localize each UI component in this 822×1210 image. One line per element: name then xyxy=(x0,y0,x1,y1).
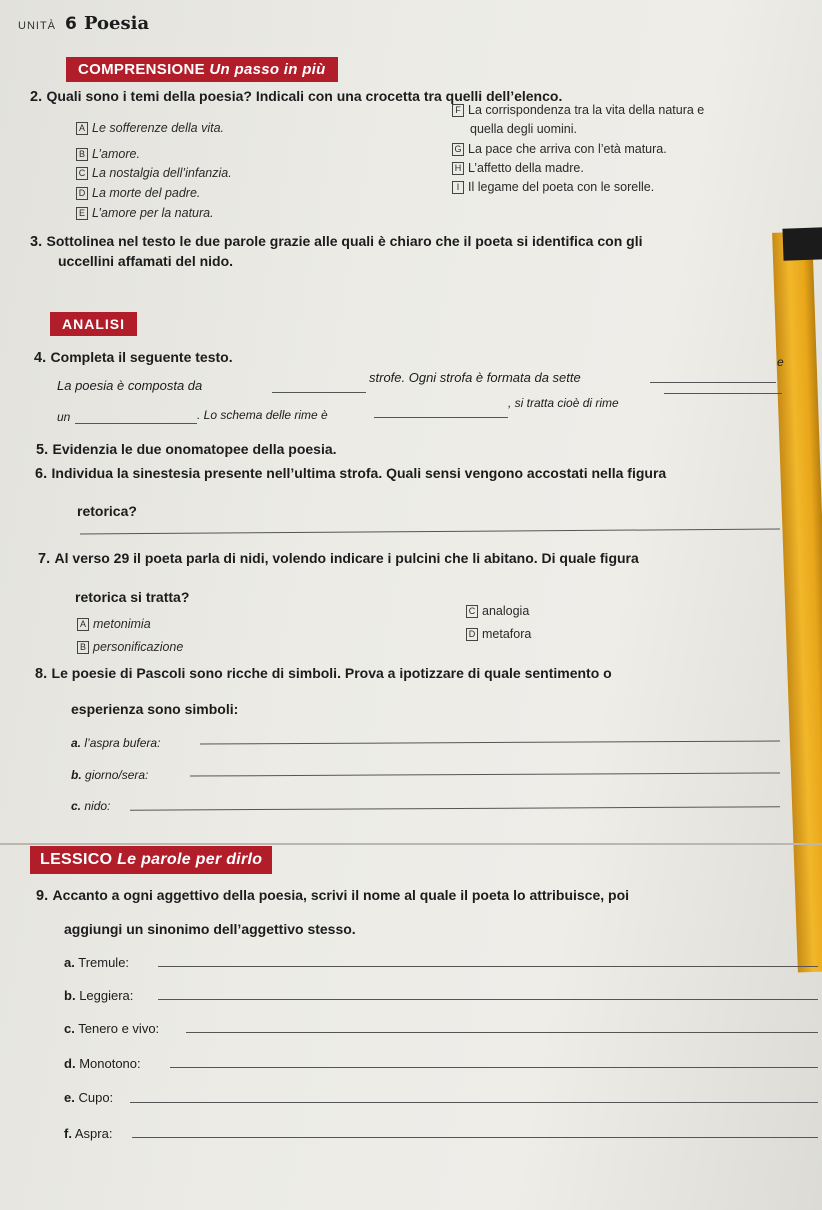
checkbox[interactable]: E xyxy=(76,207,88,220)
checkbox[interactable]: C xyxy=(76,167,88,180)
question-7-line2: retorica si tratta? xyxy=(75,589,190,605)
lessico-banner-main: LESSICO xyxy=(40,851,113,868)
checkbox[interactable]: C xyxy=(466,605,478,618)
option-b[interactable] xyxy=(76,147,140,161)
question-text: Evidenzia le due onomatopee della poesia. xyxy=(52,441,337,457)
option-label: La corrispondenza tra la vita della natura e xyxy=(468,103,705,117)
option-metonimia[interactable] xyxy=(77,617,151,631)
option-g[interactable] xyxy=(452,142,667,156)
question-number: 9. xyxy=(36,888,49,904)
comprensione-banner-sub: Un passo in più xyxy=(209,61,326,78)
answer-line[interactable] xyxy=(170,1067,818,1068)
question-text: Quali sono i temi della poesia? Indicali con una crocetta tra quelli dell’elenco. xyxy=(46,88,563,104)
q8-item-a xyxy=(71,736,160,750)
option-label: La pace che arriva con l’età matura. xyxy=(468,142,667,156)
option-i[interactable] xyxy=(452,180,654,194)
option-label: La nostalgia dell’infanzia. xyxy=(92,166,232,180)
checkbox[interactable]: G xyxy=(452,143,464,156)
q4-text-1: La poesia è composta da xyxy=(57,378,203,393)
option-label: Il legame del poeta con le sorelle. xyxy=(468,180,655,194)
section-divider xyxy=(0,843,822,845)
option-label: metonimia xyxy=(93,617,151,631)
item-label: d. xyxy=(64,1056,76,1071)
option-a[interactable] xyxy=(76,121,224,135)
question-number: 6. xyxy=(35,466,48,482)
option-label: personificazione xyxy=(93,640,184,654)
item-text: nido: xyxy=(84,799,111,813)
fill-blank[interactable] xyxy=(374,417,508,418)
question-number: 8. xyxy=(35,666,48,682)
checkbox[interactable]: D xyxy=(466,628,478,641)
option-label: L’affetto della madre. xyxy=(468,161,584,175)
answer-line[interactable] xyxy=(158,966,818,967)
q4-text-4: un xyxy=(57,410,71,424)
answer-line[interactable] xyxy=(132,1137,818,1138)
question-8 xyxy=(35,665,612,683)
q8-item-c xyxy=(71,799,110,813)
answer-line[interactable] xyxy=(158,999,818,1000)
fill-blank[interactable] xyxy=(650,382,776,383)
fill-blank[interactable] xyxy=(75,423,197,424)
option-d[interactable] xyxy=(76,186,200,200)
item-text: Leggiera: xyxy=(79,988,134,1003)
question-number: 2. xyxy=(30,89,43,105)
option-label: analogia xyxy=(482,604,530,618)
question-7 xyxy=(38,550,639,568)
option-f[interactable] xyxy=(452,103,704,117)
checkbox[interactable]: B xyxy=(76,148,88,161)
checkbox[interactable]: D xyxy=(76,187,88,200)
unit-title: Poesia xyxy=(84,13,150,34)
option-personificazione[interactable] xyxy=(77,640,183,654)
question-number: 4. xyxy=(34,350,47,366)
checkbox[interactable]: A xyxy=(77,618,89,631)
item-label: a. xyxy=(64,955,75,970)
item-label: e. xyxy=(64,1090,75,1105)
question-number: 3. xyxy=(30,234,43,250)
q4-text-5: . Lo schema delle rime è xyxy=(197,408,328,422)
option-metafora[interactable] xyxy=(466,627,531,641)
answer-line[interactable] xyxy=(186,1032,818,1033)
q9-item-e xyxy=(64,1090,113,1105)
q4-text-3: e xyxy=(777,355,784,369)
question-text: Individua la sinestesia presente nell’ultima strofa. Quali sensi vengono accostati nella figura xyxy=(51,465,667,481)
fill-blank[interactable] xyxy=(272,392,366,393)
item-text: Monotono: xyxy=(79,1056,141,1071)
checkbox[interactable]: I xyxy=(452,181,464,194)
question-9 xyxy=(36,887,629,905)
checkbox[interactable]: A xyxy=(76,122,88,135)
question-text: Le poesie di Pascoli sono ricche di simboli. Prova a ipotizzare di quale sentimento o xyxy=(51,665,612,681)
q9-item-c xyxy=(64,1021,159,1036)
q4-text-2: strofe. Ogni strofa è formata da sette xyxy=(369,370,581,385)
question-4 xyxy=(34,349,233,367)
option-analogia[interactable] xyxy=(466,604,529,618)
option-e[interactable] xyxy=(76,206,214,220)
question-8-line2: esperienza sono simboli: xyxy=(71,701,239,717)
answer-line[interactable] xyxy=(80,529,780,535)
q8-item-b xyxy=(71,768,148,782)
item-label: a. xyxy=(71,736,82,750)
item-text: Cupo: xyxy=(78,1090,114,1105)
comprensione-banner xyxy=(66,57,338,82)
question-number: 5. xyxy=(36,442,49,458)
q9-item-a xyxy=(64,955,129,970)
option-label: L’amore. xyxy=(92,147,140,161)
question-3-line2: uccellini affamati del nido. xyxy=(58,253,234,269)
item-text: giorno/sera: xyxy=(85,768,149,782)
question-6 xyxy=(35,465,666,483)
checkbox[interactable]: F xyxy=(452,104,464,117)
question-text: Al verso 29 il poeta parla di nidi, volendo indicare i pulcini che li abitano. Di quale figura xyxy=(54,550,639,566)
lessico-banner-sub: Le parole per dirlo xyxy=(117,851,263,868)
option-f-continuation: quella degli uomini. xyxy=(470,122,578,136)
option-c[interactable] xyxy=(76,166,232,180)
option-label: Le sofferenze della vita. xyxy=(92,121,225,135)
q4-text-6: , si tratta cioè di rime xyxy=(508,396,619,410)
checkbox[interactable]: B xyxy=(77,641,89,654)
q9-item-f xyxy=(64,1126,112,1141)
question-text: Completa il seguente testo. xyxy=(50,349,233,365)
question-number: 7. xyxy=(38,551,51,567)
item-text: l’aspra bufera: xyxy=(84,736,161,750)
option-label: metafora xyxy=(482,627,532,641)
question-text: Sottolinea nel testo le due parole grazie alle quali è chiaro che il poeta si identifica con gli xyxy=(46,233,643,249)
pencil-band xyxy=(782,227,822,260)
checkbox[interactable]: H xyxy=(452,162,464,175)
lessico-banner xyxy=(30,846,272,874)
fill-blank[interactable] xyxy=(664,393,782,394)
comprensione-banner-main: COMPRENSIONE xyxy=(78,61,205,78)
answer-line[interactable] xyxy=(190,772,780,776)
item-text: Tremule: xyxy=(78,955,130,970)
item-label: f. xyxy=(64,1126,72,1141)
item-label: b. xyxy=(71,768,82,782)
item-label: c. xyxy=(64,1021,75,1036)
item-text: Aspra: xyxy=(74,1126,113,1141)
unit-number: 6 xyxy=(65,14,77,34)
item-label: b. xyxy=(64,988,76,1003)
unit-kicker: UNITÀ xyxy=(18,20,56,32)
option-h[interactable] xyxy=(452,161,584,175)
pencil-image xyxy=(772,232,822,973)
answer-line[interactable] xyxy=(130,806,780,810)
analisi-banner: ANALISI xyxy=(50,312,137,336)
q9-item-b xyxy=(64,988,133,1003)
answer-line[interactable] xyxy=(200,740,780,744)
item-text: Tenero e vivo: xyxy=(78,1021,160,1036)
option-label: La morte del padre. xyxy=(92,186,201,200)
question-6-line2: retorica? xyxy=(77,503,137,519)
question-3 xyxy=(30,233,642,251)
question-5 xyxy=(36,441,337,459)
answer-line[interactable] xyxy=(130,1102,818,1103)
option-label: L’amore per la natura. xyxy=(92,206,214,220)
question-text: Accanto a ogni aggettivo della poesia, scrivi il nome al quale il poeta lo attribuisce, poi xyxy=(52,887,630,903)
item-label: c. xyxy=(71,799,82,813)
q9-item-d xyxy=(64,1056,141,1071)
question-9-line2: aggiungi un sinonimo dell’aggettivo stesso. xyxy=(64,921,356,937)
